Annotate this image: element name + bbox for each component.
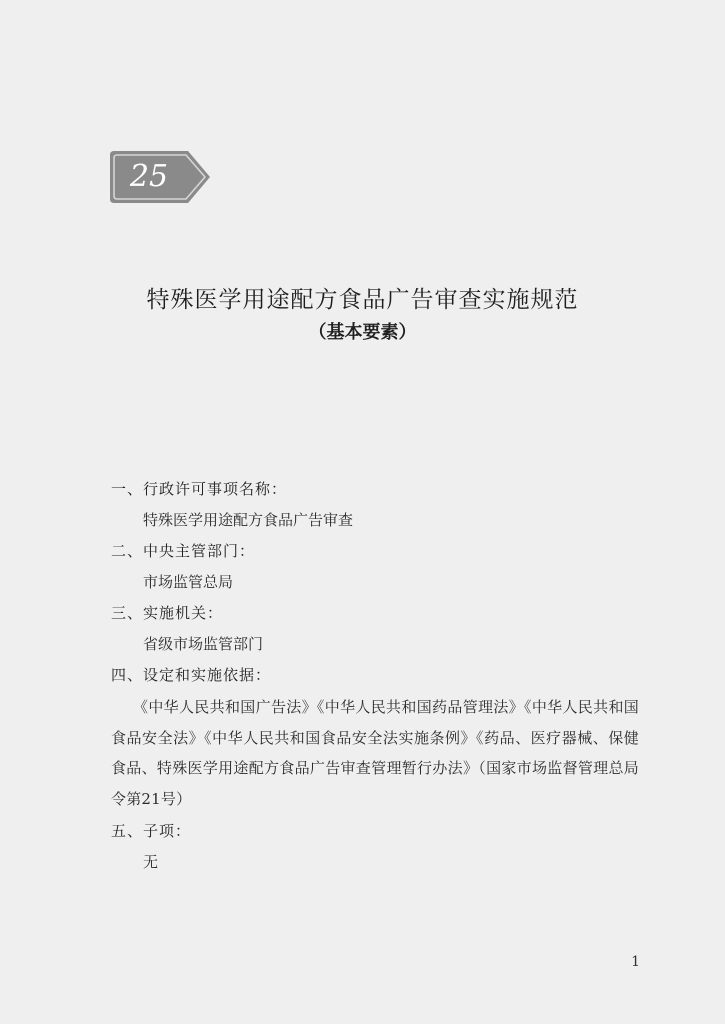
section-heading-central-authority: 二、中央主管部门：	[111, 542, 256, 560]
document-subtitle: （基本要素）	[308, 322, 417, 343]
section-number: 25	[129, 159, 169, 194]
page-number: 1	[631, 954, 640, 970]
section-value-sub-items: 无	[143, 853, 159, 871]
section-heading-item-name: 一、行政许可事项名称：	[111, 480, 288, 498]
section-number-badge	[110, 151, 212, 203]
document-body	[111, 474, 639, 878]
section-heading-sub-items: 五、子项：	[111, 822, 192, 840]
section-value-item-name: 特殊医学用途配方食品广告审查	[143, 511, 354, 529]
section-heading-implementing-agency: 三、实施机关：	[111, 604, 224, 622]
section-value-central-authority: 市场监管总局	[143, 573, 234, 591]
section-value-legal-basis: 《中华人民共和国广告法》《中华人民共和国药品管理法》《中华人民共和国食品安全法》《中华人民共和国食品安全法实施条例》《药品、医疗器械、保健食品、特殊医学用途配方食品广告审查管理暂行办法》（国家市场监督管理总局令第21号）	[111, 698, 639, 808]
document-title: 特殊医学用途配方食品广告审查实施规范	[146, 287, 579, 313]
section-heading-legal-basis: 四、设定和实施依据：	[111, 666, 272, 684]
section-value-implementing-agency: 省级市场监管部门	[143, 635, 264, 653]
